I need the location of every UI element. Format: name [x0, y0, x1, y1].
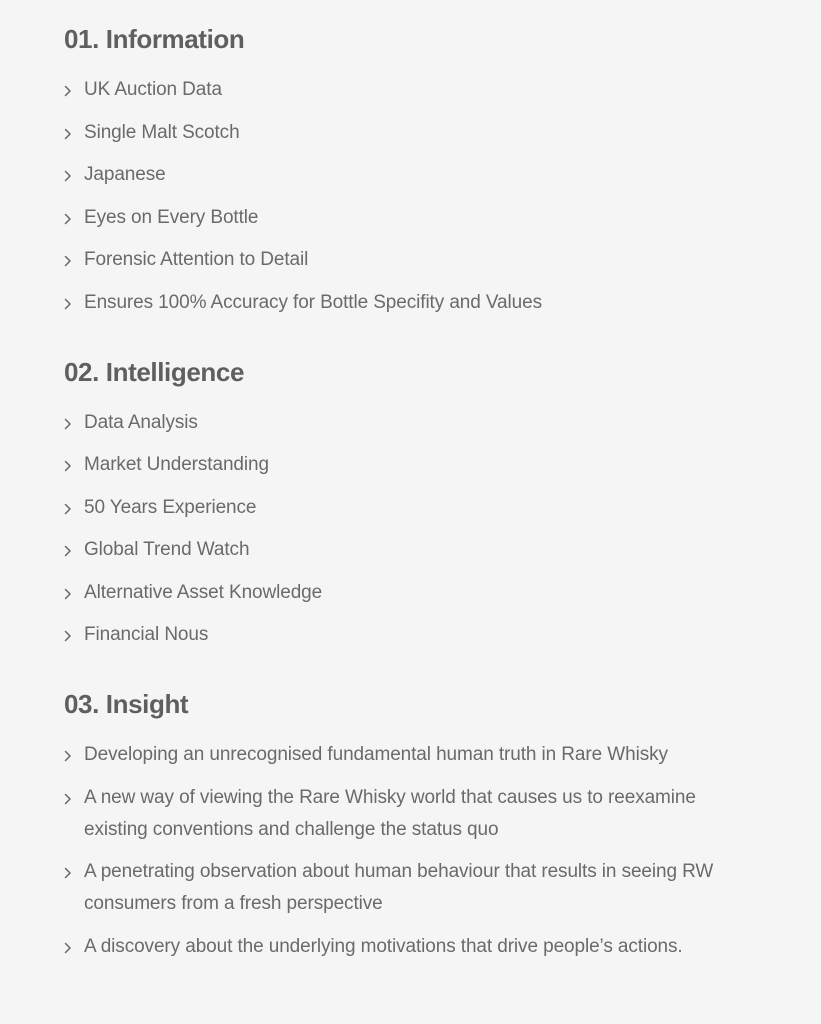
list-item-text: UK Auction Data [84, 79, 222, 100]
chevron-right-icon [64, 793, 72, 805]
list-item [64, 74, 761, 106]
chevron-right-icon [64, 460, 72, 472]
section-title: 01. Information [64, 24, 245, 54]
list-item-text: Alternative Asset Knowledge [84, 581, 323, 603]
list-item-text: A new way of viewing the Rare Whisky world that causes us to reexamine existing conventions and challenge the status quo [84, 786, 696, 840]
list-item [64, 931, 761, 963]
chevron-right-icon [64, 750, 72, 762]
chevron-right-icon [64, 630, 72, 642]
list-item-text: Forensic Attention to Detail [84, 249, 309, 270]
chevron-right-icon [64, 255, 72, 267]
list-item-text: A discovery about the underlying motivations that drive people’s actions. [84, 935, 683, 957]
section-intelligence [64, 355, 761, 652]
list-item-text: Single Malt Scotch [84, 121, 240, 143]
chevron-right-icon [64, 545, 72, 557]
list-item [64, 739, 761, 771]
section-information [64, 22, 761, 319]
list-item [64, 492, 761, 524]
chevron-right-icon [64, 942, 72, 954]
list-item-text: A penetrating observation about human behaviour that results in seeing RW consumers from a fresh perspective [84, 861, 714, 914]
list-item [64, 449, 761, 481]
section-title: 02. Intelligence [64, 356, 245, 387]
list-item [64, 407, 761, 439]
chevron-right-icon [64, 503, 72, 515]
list-item-text: Data Analysis [84, 411, 198, 433]
list-item-text: 50 Years Experience [84, 496, 257, 518]
chevron-right-icon [64, 418, 72, 430]
list-item-text: Eyes on Every Bottle [84, 206, 259, 228]
bullet-list [64, 407, 761, 652]
list-item-text: Ensures 100% Accuracy for Bottle Specifity and Values [84, 291, 542, 313]
chevron-right-icon [64, 588, 72, 600]
chevron-right-icon [64, 170, 72, 182]
list-item [64, 244, 761, 276]
list-item-text: Global Trend Watch [84, 539, 250, 560]
content [64, 22, 761, 963]
list-item [64, 159, 761, 191]
section-title: 03. Insight [64, 689, 189, 719]
chevron-right-icon [64, 213, 72, 225]
list-item [64, 117, 761, 149]
list-item-text: Financial Nous [84, 624, 209, 645]
list-item [64, 856, 761, 920]
chevron-right-icon [64, 298, 72, 310]
list-item [64, 782, 761, 846]
list-item [64, 202, 761, 234]
bullet-list [64, 74, 761, 319]
chevron-right-icon [64, 128, 72, 140]
section-insight [64, 687, 761, 963]
chevron-right-icon [64, 85, 72, 97]
list-item-text: Japanese [84, 164, 166, 185]
list-item [64, 287, 761, 319]
list-item-text: Developing an unrecognised fundamental human truth in Rare Whisky [84, 744, 668, 765]
list-item-text: Market Understanding [84, 454, 269, 475]
chevron-right-icon [64, 867, 72, 879]
list-item [64, 619, 761, 651]
bullet-list [64, 739, 761, 963]
list-item [64, 577, 761, 609]
list-item [64, 534, 761, 566]
